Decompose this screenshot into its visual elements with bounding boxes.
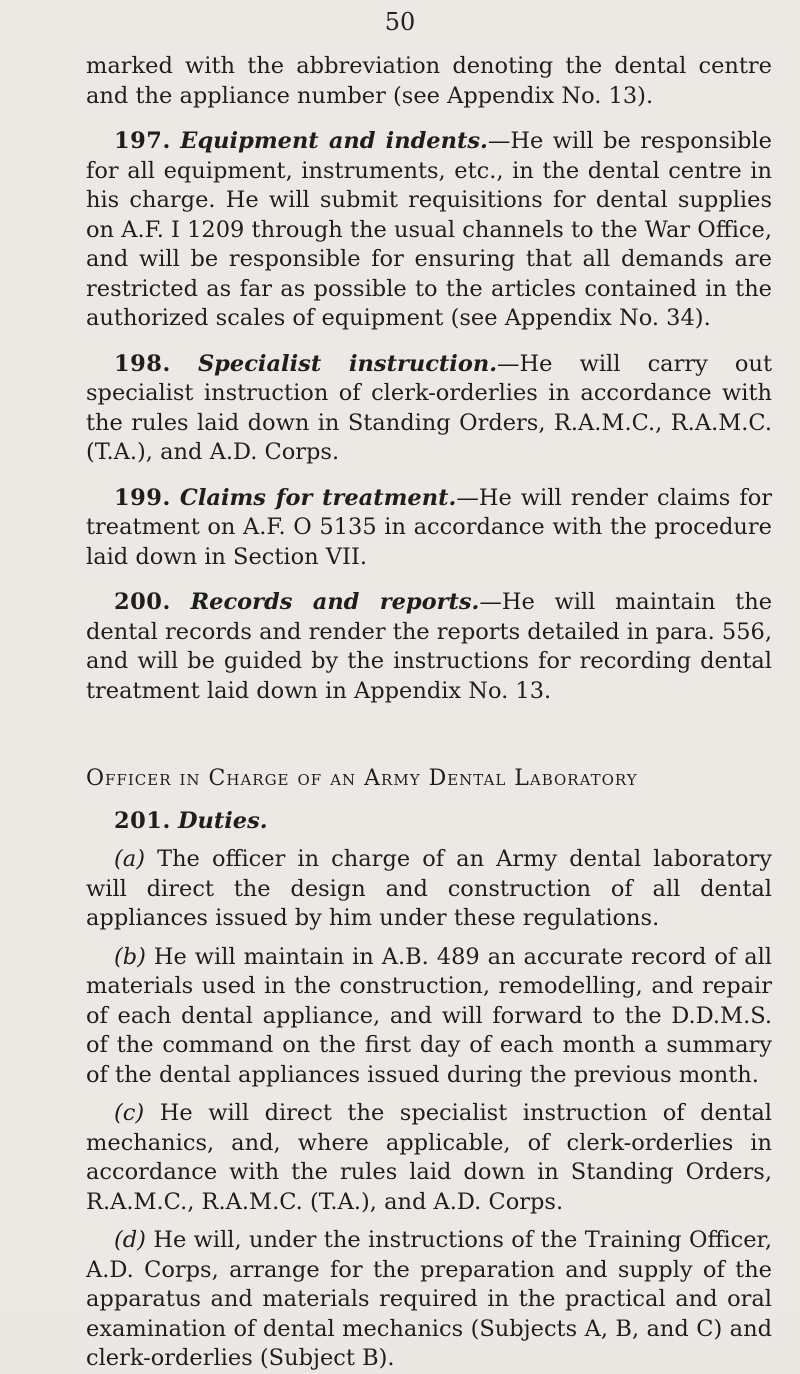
paragraph-text: —He will carry out specialist instruction of clerk-orderlies in accordance with the rules laid down in Standing Orders, R.A.M.C., R.A.M.C. (T.A.), and A.D. Corps. [86, 350, 773, 465]
paragraph-198 [86, 350, 772, 468]
duty-item-b [86, 943, 772, 1091]
page-number: 50 [384, 8, 416, 36]
paragraph-number: 199. [114, 484, 171, 511]
duty-item-a [86, 845, 772, 934]
paragraph-199 [86, 484, 772, 573]
paragraph-197 [86, 127, 772, 334]
paragraph-number: 197. [114, 128, 171, 154]
duty-text: He will, under the instructions of the Training Officer, A.D. Corps, arrange for the preparation and supply of the apparatus and materials required in the practical and oral examination of dental mechanics (Subjects A, B, and C) and clerk-orderlies (Subject B). [86, 1227, 772, 1371]
paragraph-title: Duties. [177, 807, 268, 834]
paragraph-number: 198. [114, 350, 171, 377]
paragraph-200 [86, 588, 772, 706]
duty-label: (c) [114, 1100, 145, 1126]
duty-text: He will maintain in A.B. 489 an accurate record of all materials used in the construction, remodelling, and repair of each dental appliance, and will forward to the D.D.M.S. of the command on the first day of each month a summary of the dental appliances issued during the previous month. [86, 943, 773, 1088]
paragraph-title: Specialist instruction. [197, 350, 498, 377]
paragraph-text: —He will maintain the dental records and render the reports detailed in para. 556, and will be guided by the instructions for recording dental treatment laid down in Appendix No. 13. [86, 589, 773, 704]
paragraph-text: —He will render claims for treatment on A.F. O 5135 in accordance with the procedure laid down in Section VII. [86, 484, 772, 570]
duty-item-c [86, 1099, 772, 1217]
section-heading: Officer in Charge of an Army Dental Laboratory [86, 766, 638, 791]
duty-text: He will direct the specialist instruction of dental mechanics, and, where applicable, of clerk-orderlies in accordance with the rules laid down in Standing Orders, R.A.M.C., R.A.M.C. (T.A.), and A.D. Corps. [86, 1100, 772, 1215]
paragraph-text: —He will be responsible for all equipment, instruments, etc., in the dental centre in his charge. He will submit requisitions for dental supplies on A.F. I 1209 through the usual channels to the War Office, and will be responsible for ensuring that all demands are restricted as far as possible to the articles contained in the authorized scales of equipment (see Appendix No. 34). [86, 128, 773, 331]
paragraph-title: Claims for treatment. [179, 484, 457, 511]
paragraph-title: Equipment and indents. [180, 128, 488, 154]
paragraph-number: 201. [114, 807, 171, 834]
duty-text: The officer in charge of an Army dental laboratory will direct the design and construction of all dental appliances issued by him under these regulations. [86, 846, 772, 931]
duty-item-d [86, 1226, 772, 1374]
duty-label: (b) [114, 943, 146, 970]
duty-label: (d) [114, 1227, 146, 1253]
page-content [86, 52, 772, 1374]
intro-paragraph: marked with the abbreviation denoting the dental centre and the appliance number (see Appendix No. 13). [86, 53, 772, 109]
paragraph-title: Records and reports. [190, 589, 480, 615]
paragraph-number: 200. [114, 589, 171, 615]
paragraph-201-heading [86, 807, 772, 837]
duty-label: (a) [114, 846, 145, 872]
